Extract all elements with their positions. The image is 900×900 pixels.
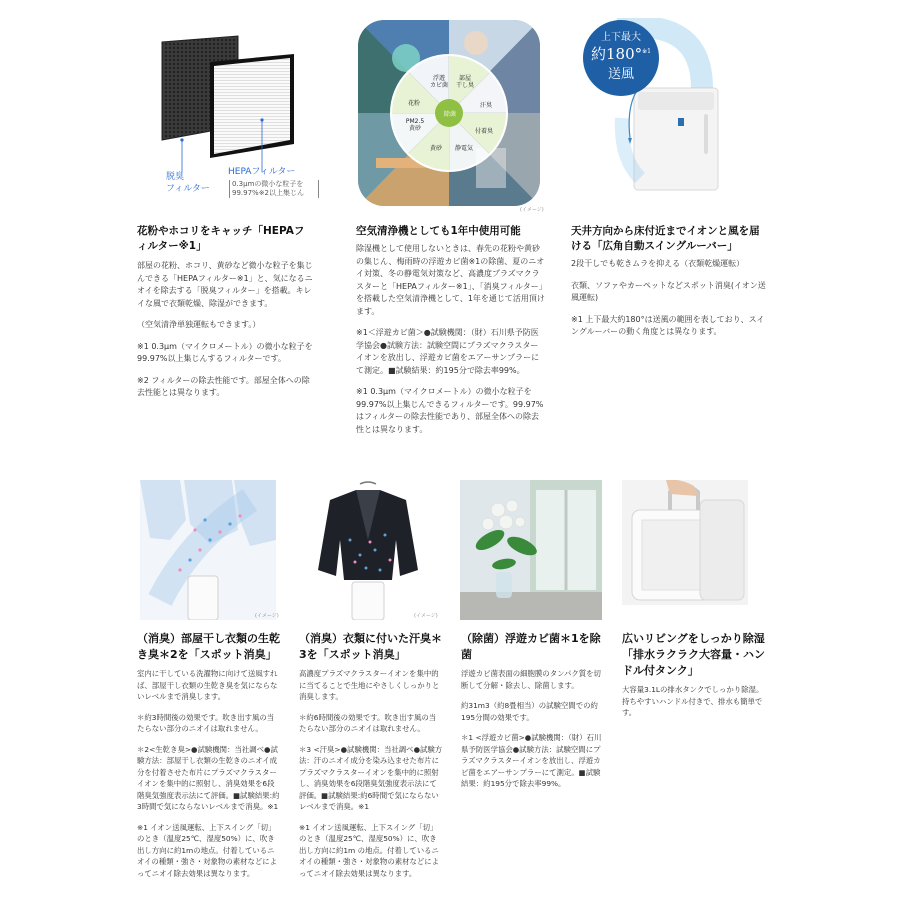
purifier-desc: 除湿機として使用しないときは、春先の花粉や黄砂の集じん、梅雨時の浮遊カビ菌※1の除菌、夏のニオイ対策、冬の静電気対策など、高濃度プラズマクラスターと「HEPAフィルター※1」、「消臭フィルター」を搭載した空気清浄機として、1年を通じて活用頂けます。 [356,244,545,316]
hepa-note-1: ※1 0.3μm（マイクロメートル）の微小な粒子を99.97%以上集じんするフィルターです。 [137,341,313,363]
swing-badge-angle: 約180° [591,45,643,63]
wheel-label-pollen: 花粉 [407,100,420,107]
wheel-label-laundry-odor: 部屋 干し臭 [455,75,474,89]
sweat-odor-desc: 高濃度プラズマクラスターイオンを集中的に当てることで生地にやさしくしっかりと消臭します。 [299,669,440,701]
hepa-section [137,224,313,409]
mold-note-test: ＊1 <浮遊カビ菌>●試験機関：（財）石川県予防医学協会●試験方法：試験空間にプラズマクラスターイオンを放出し、浮遊カビ菌をエアーサンプラーにて測定。■試験結果：約195分で除去率99%。 [461,733,602,788]
sweat-odor-note-time: ＊約6時間後の効果です。吹き出す風の当たらない部分のニオイは取れません。 [299,712,437,733]
mold-section [461,631,607,799]
laundry-odor-section [137,631,281,888]
deodor-filter-label: 脱臭 フィルター [166,172,210,194]
jacket-image-note: (イメージ) [414,613,438,619]
wheel-center-label: 除菌 [443,111,456,118]
wheel-label-static: 静電気 [454,145,473,152]
purifier-title: 空気清浄機としても1年中使用可能 [356,225,521,237]
image-note: (イメージ) [520,207,544,213]
swing-note: ※1 上下最大約180°は送風の範囲を表しており、スイングルーバーの動く角度とは異なります。 [571,314,765,336]
purifier-section [356,224,546,445]
purifier-note-2: ※1 0.3μm（マイクロメートル）の微小な粒子を99.97%以上集じんできるフィルターです。99.97%はフィルターの除去性能であり、部屋全体への除去性とは異なります。 [356,387,544,434]
laundry-odor-note-test: ＊2<生乾き臭>●試験機関：当社調べ●試験方法：部屋干し衣類の生乾きのニオイ成分を付着させた布片にプラズマクラスターイオンを集中的に照射し、消臭効果を6段階臭気強度表示法にて評価。■試験結果:約3時間で気にならないレベルまで消臭。※1 [137,744,280,811]
mold-note-space: 約31m3（約8畳相当）の試験空間での約195分間の効果です。 [461,701,598,722]
hepa-purifier-note: （空気清浄単独運転もできます。） [137,320,261,329]
swing-title: 天井方向から床付近までイオンと風を届ける「広角自動スイングルーバー」 [571,225,760,252]
laundry-odor-desc: 室内に干している洗濯物に向けて送風すれば、部屋干し衣類の生乾き臭を気にならないレベルまで消臭します。 [137,669,278,701]
water-tank-image [622,480,748,605]
swing-desc-1: 2段干しでも乾きムラを抑える（衣類乾燥運転） [571,259,745,268]
swing-badge [583,20,659,96]
hepa-note-2: ※2 フィルターの除去性能です。部屋全体への除去性能とは異なります。 [137,375,310,397]
laundry-image [140,480,276,620]
flower-window-image [460,480,602,620]
sweat-odor-note-test: ＊3 <汗臭>●試験機関：当社調べ●試験方法：汗のニオイ成分を染み込ませた布片にプラズマクラスターイオンを集中的に照射し、消臭効果を6段階臭気強度表示法にて評価。■試験結果:約6時間で気にならないレベルまで消臭。※1 [299,744,443,811]
laundry-image-note: (イメージ) [255,613,279,619]
swing-badge-line3: 送風 [607,67,634,82]
swing-desc-2: 衣類、ソファやカーペットなどスポット消臭(イオン送風運転) [571,280,766,302]
wheel-label-attached-odor: 付着臭 [474,128,493,135]
wheel-label-mold: 浮遊 カビ菌 [429,75,448,89]
mold-desc: 浮遊カビ菌表面の細胞膜のタンパク質を切断して分解・除去し、除菌します。 [461,669,601,690]
mold-title: （除菌）浮遊カビ菌＊1を除菌 [461,632,601,661]
laundry-odor-note-time: ＊約3時間後の効果です。吹き出す風の当たらない部分のニオイは取れません。 [137,712,275,733]
sweat-odor-title: （消臭）衣類に付いた汗臭＊3を「スポット消臭」 [299,632,442,661]
wheel-label-pm25: PM2.5 黄砂 [405,118,425,132]
laundry-odor-title: （消臭）部屋干し衣類の生乾き臭＊2を「スポット消臭」 [137,632,280,661]
jacket-image [300,480,436,620]
laundry-odor-note-condition: ※1 イオン送風運転、上下スイング「切」のとき（温度25℃、湿度50%）に、吹き出し方向に約1mの地点。付着しているニオイの種類・強さ・対象物の素材などによってニオイ除去効果は異なります。 [137,822,278,878]
swing-badge-line1: 上下最大 [601,32,641,43]
tank-title: 広いリビングをしっかり除湿「排水ラクラク大容量・ハンドル付タンク」 [622,632,765,677]
wheel-label-yellow-sand: 黄砂 [429,145,442,152]
hepa-filter-label: HEPAフィルター [228,167,296,177]
sweat-odor-section [299,631,443,888]
purifier-note-1: ※1＜浮遊カビ菌＞●試験機関：（財）石川県予防医学協会●試験方法：試験空間にプラズマクラスターイオンを放出し、浮遊カビ菌をエアーサンプラーにて測定。■試験結果：約195分で除去率99%。 [356,328,540,375]
tank-desc: 大容量3.1Lの排水タンクでしっかり除湿。持ちやすいハンドル付きで、排水も簡単です。 [622,685,764,717]
tank-section [622,631,768,728]
wheel-label-sweat: 汗臭 [479,102,492,109]
sweat-odor-note-condition: ※1 イオン送風運転、上下スイング「切」のとき（温度25℃、湿度50%）に、吹き出し方向に約1m の地点。付着しているニオイの種類・強さ・対象物の素材などによってニオイ除去効果は異なります。 [299,822,440,878]
swing-badge-note-mark: ※1 [642,48,651,55]
hepa-filter-note: 0.3μmの微小な粒子を 99.97%※2以上集じん [229,180,319,198]
hepa-desc: 部屋の花粉、ホコリ、黄砂など微小な粒子を集じんできる「HEPAフィルター※1」と、気になるニオイを除去する「脱臭フィルター」を搭載。キレイな風で衣類乾燥、除湿ができます。 [137,261,313,308]
swing-section [571,224,767,348]
hepa-title: 花粉やホコリをキャッチ「HEPAフィルター※1」 [137,225,305,252]
